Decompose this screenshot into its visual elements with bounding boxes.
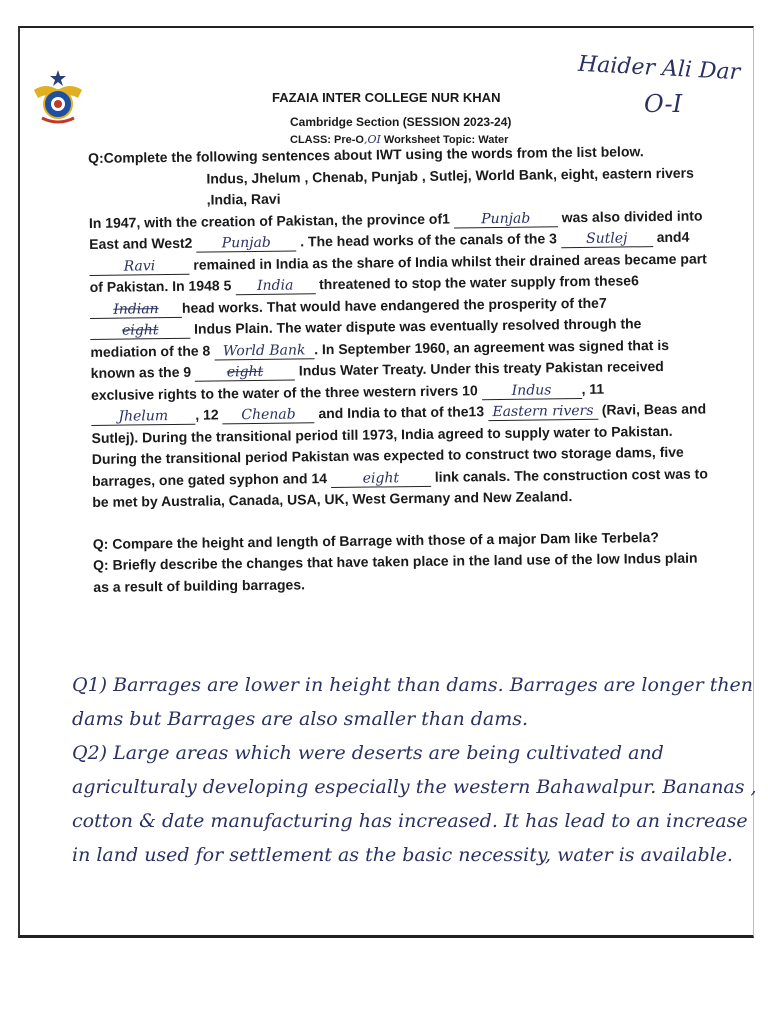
student-name-handwritten: Haider Ali Dar [577, 51, 741, 86]
sentence-text: and India to that of the13 [318, 403, 485, 422]
question-3: Q: Briefly describe the changes that have taken place in the land use of the low Indus plain as a result of building barrages. [92, 549, 698, 595]
sentence-text: Indus Water Treaty. Under this treaty Pakistan received exclusive rights to the water of the three western rivers 10 [90, 357, 664, 403]
sentence-text: . The head works of the canals of the 3 [300, 230, 557, 250]
sentence-text: link canals. The construction cost was to be met by Australia, Canada, USA, UK, West Germany and New Zealand. [92, 464, 708, 510]
blank-14: eight [331, 469, 431, 487]
answer-2: Q2) Large areas which were deserts are being cultivated and agriculturaly developing especially the western Bahawalpur. Bananas , cotton & date manufacturing has increased. It has lead to an increase in land used for settlement as the basic necessity, water is available. [72, 742, 757, 866]
sentence-text: , 11 [581, 380, 605, 397]
section-session: Cambridge Section (SESSION 2023-24) [290, 115, 512, 129]
blank-5: India [235, 277, 315, 295]
sentence-text: and4 [656, 228, 690, 246]
question-1-title: Q:Complete the following sentences about IWT using the words from the list below. [88, 143, 644, 166]
word-list: Indus, Jhelum , Chenab, Punjab , Sutlej, World Bank, eight, eastern rivers ,India, Ravi [206, 164, 694, 208]
school-name: FAZAIA INTER COLLEGE NUR KHAN [272, 90, 501, 105]
blank-11: Jhelum [91, 408, 195, 426]
blank-3: Sutlej [561, 230, 653, 248]
blank-9: eight [195, 363, 295, 381]
worksheet-topic: Worksheet Topic: Water [383, 134, 509, 146]
blank-4: Ravi [89, 257, 189, 275]
sentence-text: In 1947, with the creation of Pakistan, the province of1 [88, 210, 450, 231]
blank-1: Punjab [454, 210, 558, 228]
sentence-text: was also divided into East and West2 [89, 206, 703, 252]
question-2: Q: Compare the height and length of Barrage with those of a major Dam like Terbela? [92, 528, 659, 552]
blank-2: Punjab [196, 234, 296, 252]
class-handwritten: ,OI [363, 133, 381, 146]
student-class-handwritten: O-I [644, 90, 683, 118]
blank-12: Chenab [222, 406, 314, 424]
answer-1: Q1) Barrages are lower in height than dams. Barrages are longer then dams but Barrages are also smaller than dams. [72, 674, 754, 730]
sentence-text: remained in India as the share of India whilst their drained areas became part of Pakistan. In 1948 5 [89, 249, 707, 295]
blank-6: Indian [90, 300, 182, 318]
sentence-text: , 12 [195, 406, 219, 423]
fill-in-paragraph [89, 205, 713, 514]
worksheet-body [88, 140, 713, 598]
blank-8: World Bank [214, 342, 314, 360]
sentence-text: threatened to stop the water supply from these6 [318, 272, 639, 293]
fazaia-crest-logo [32, 68, 84, 124]
blank-13: Eastern rivers [488, 403, 598, 421]
class-label: CLASS: Pre-O [290, 134, 364, 146]
blank-7: eight [90, 322, 190, 340]
sentence-text: . In September 1960, an agreement was signed that is known as the 9 [90, 336, 670, 381]
handwritten-answers [72, 668, 762, 872]
blank-10: Indus [481, 381, 581, 399]
sentence-text: head works. That would have endangered the prosperity of the7 [181, 294, 607, 316]
sentence-text: (Ravi, Beas and Sutlej). During the transitional period till 1973, India agreed to supply water to Pakistan. During the transitional period Pakistan was expected to construct two storage dams, five barrages, one gated syphon and 14 [91, 400, 707, 489]
sentence-text: Indus Plain. The water dispute was eventually resolved through the mediation of the 8 [90, 315, 642, 360]
